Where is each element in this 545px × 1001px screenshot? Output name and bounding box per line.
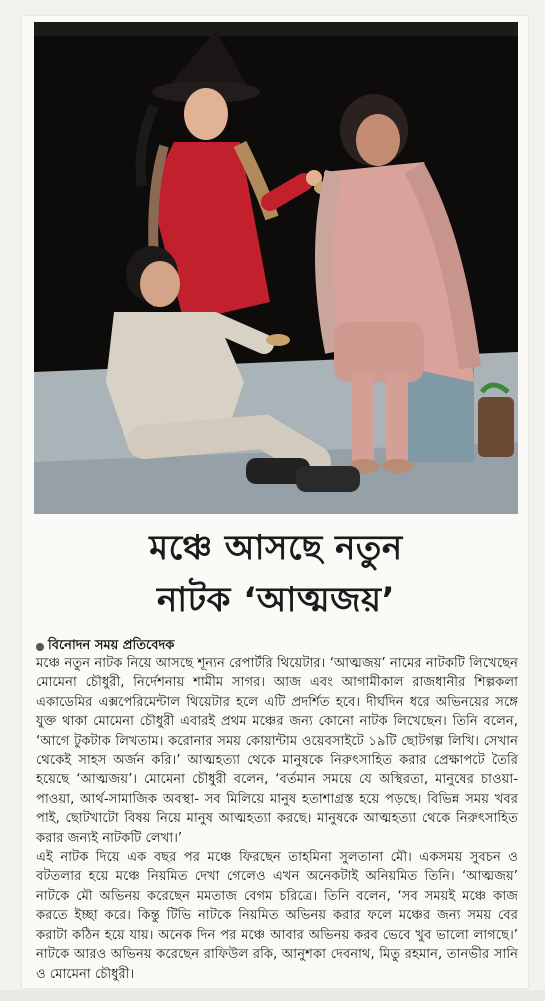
paragraph: এই নাটক দিয়ে এক বছর পর মঞ্চে ফিরছেন তাহমিনা সুলতানা মৌ। একসময় সুবচন ও বটতলার হয়ে মঞ্চে নিয়মিত দেখা গেলেও এখন অনেকটাই অনিয়মিত তিনি। ‘আত্মজয়’ নাটকে মৌ অভিনয় করেছেন মমতাজ বেগম চরিত্রে। তিনি বলেন, ‘সব সময়ই মঞ্চে কাজ করতে ইচ্ছা করে। কিন্তু টিভি নাটকে নিয়মিত অভিনয় করার ফলে মঞ্চের জন্য সময় বের করাটা কঠিন হয়ে যায়। অনেক দিন পর মঞ্চে আবার অভিনয় করব ভেবে খুব ভালো লাগছে।’ নাটকে আরও অভিনয় করেছেন রাফিউল রকি, আনুশকা দেবনাথ, মিতু রহমান, তানভীর সানি ও মোমেনা চৌধুরী। [36, 850, 518, 982]
photo-illustration [34, 22, 518, 514]
paragraph: মঞ্চে নতুন নাটক নিয়ে আসছে শূন্যন রেপার্টরি থিয়েটার। ‘আত্মজয়’ নামের নাটকটি লিখেছেন মোমেনা চৌধুরী, নির্দেশনায় শামীম সাগর। আজ এবং আগামীকাল রাজধানীর শিল্পকলা একাডেমির এক্সপেরিমেন্টাল থিয়েটার হলে এটি প্রদর্শিত হবে। দীর্ঘদিন ধরে অভিনয়ের সঙ্গে যুক্ত থাকা মোমেনা চৌধুরী এবারই প্রথম মঞ্চের জন্য কোনো নাটক লিখেছেন। তিনি বলেন, ‘আগে টুকটাক লিখতাম। করোনার সময় কোয়ান্টাম ওয়েবসাইটে ১৯টি ছোটগল্প লিখি। সেখান থেকেই সাহস অর্জন করি।’ আত্মহত্যা থেকে মানুষকে নিরুৎসাহিত করার প্রেক্ষাপটে তৈরি হয়েছে ‘আত্মজয়’। মোমেনা চৌধুরী বলেন, ‘বর্তমান সময়ে যে অস্থিরতা, মানুষের চাওয়া-পাওয়া, আর্থ-সামাজিক অবস্থা- সব মিলিয়ে মানুষ হতাশাগ্রস্ত হয়ে পড়ছে। বিভিন্ন সময় খবর পাই, ছোটখাটো বিষয় নিয়ে মানুষ আত্মহত্যা করছে। মানুষকে আত্মহত্যা থেকে নিরুৎসাহিত করার জন্যই নাটকটি লেখা।’ [36, 656, 518, 846]
byline-text: বিনোদন সময় প্রতিবেদক [48, 638, 175, 653]
page-bottom-strip [0, 990, 545, 1001]
stage-scene-photo [34, 22, 518, 514]
headline-line-2: নাটক ‘আত্মজয়’ [156, 580, 395, 620]
bullet-icon [36, 643, 44, 651]
article-body [36, 654, 518, 984]
headline [34, 522, 518, 626]
newspaper-clipping [22, 16, 528, 988]
headline-line-1: মঞ্চে আসছে নতুন [149, 528, 403, 568]
